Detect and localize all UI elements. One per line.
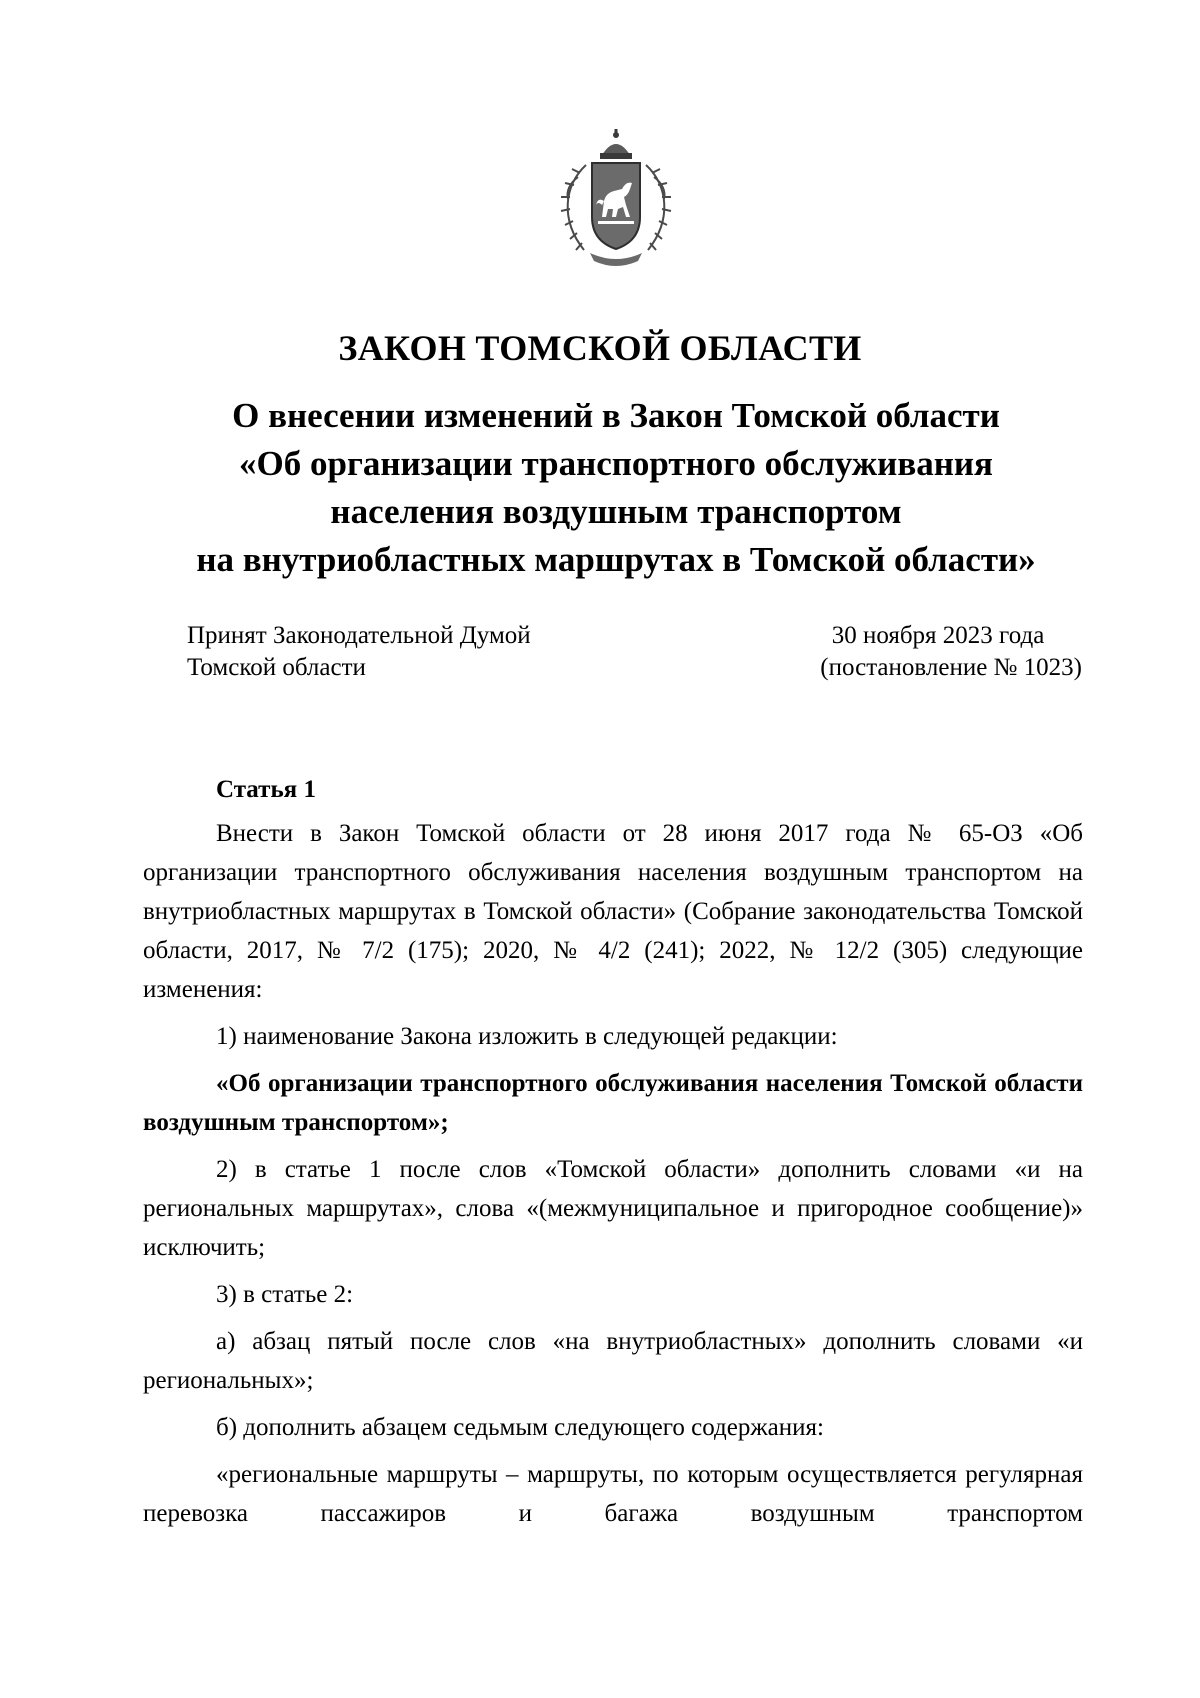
adopted-by — [187, 620, 531, 684]
paragraph: 1) наименование Закона изложить в следующей редакции: — [216, 1023, 838, 1050]
paragraph: «региональные маршруты – маршруты, по которым осуществляется регулярная перевозка пассажиров и багажа воздушным транспортом — [143, 1461, 1083, 1527]
wreath-right-icon — [646, 165, 671, 250]
article-body — [143, 770, 1083, 1541]
adoption-date: 30 ноября 2023 года — [831, 622, 1045, 649]
title-line: на внутриобластных маршрутах в Томской области» — [196, 540, 1036, 579]
document-type-heading: ЗАКОН ТОМСКОЙ ОБЛАСТИ — [338, 328, 862, 368]
resolution-number: (постановление № 1023) — [820, 654, 1082, 681]
document-title — [100, 392, 1132, 584]
title-line: населения воздушным транспортом — [330, 492, 902, 531]
paragraph-bold: «Об организации транспортного обслуживания населения Томской области воздушным транспортом»; — [143, 1070, 1083, 1136]
paragraph: а) абзац пятый после слов «на внутриобластных» дополнить словами «и региональных»; — [143, 1328, 1083, 1394]
adopted-by-line: Томской области — [187, 654, 366, 681]
wreath-left-icon — [561, 165, 586, 250]
crown-icon — [600, 129, 632, 159]
article-heading: Статья 1 — [216, 776, 316, 803]
paragraph: б) дополнить абзацем седьмым следующего содержания: — [216, 1414, 824, 1441]
paragraph: Внести в Закон Томской области от 28 июня 2017 года № 65-ОЗ «Об организации транспортного обслуживания населения воздушным транспортом на внутриобластных маршрутах в Томской области» (Собрание законодательства Томской области, 2017, № 7/2 (175); 2020, № 4/2 (241); 2022, № 12/2 (305) следующие изменения: — [143, 820, 1083, 1003]
title-line: «Об организации транспортного обслуживания — [239, 444, 993, 483]
title-line: О внесении изменений в Закон Томской области — [232, 396, 1000, 435]
paragraph: 2) в статье 1 после слов «Томской области» дополнить словами «и на региональных маршрутах», слова «(межмуниципальное и пригородное сообщение)» исключить; — [143, 1156, 1083, 1261]
paragraph: 3) в статье 2: — [216, 1281, 354, 1308]
adopted-by-line: Принят Законодательной Думой — [187, 622, 531, 649]
adoption-date-block — [780, 620, 1082, 684]
coat-of-arms-icon — [546, 125, 686, 270]
